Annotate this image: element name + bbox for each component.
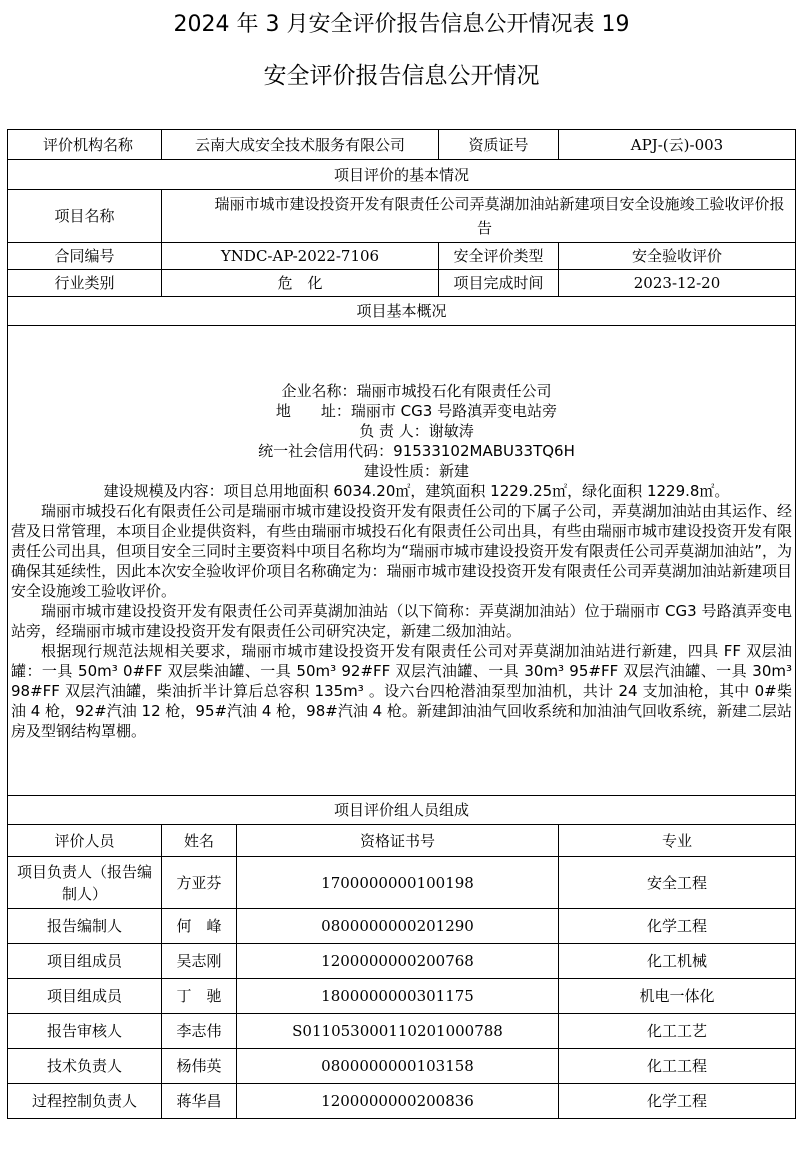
document-title: 2024 年 3 月安全评价报告信息公开情况表 19 (173, 12, 630, 37)
member-major: 化学工程 (559, 909, 796, 944)
member-name: 丁 驰 (162, 979, 237, 1014)
member-role: 项目负责人（报告编制人） (8, 857, 162, 909)
member-cert: 1200000000200836 (237, 1084, 559, 1119)
member-role: 技术负责人 (8, 1049, 162, 1084)
team-header: 资格证书号 (237, 825, 559, 857)
table-row (8, 909, 796, 944)
member-name: 李志伟 (162, 1014, 237, 1049)
member-cert: 1700000000100198 (237, 857, 559, 909)
member-major: 机电一体化 (559, 979, 796, 1014)
disclosure-table (7, 129, 796, 1119)
member-name: 杨伟英 (162, 1049, 237, 1084)
overview-section-title: 项目基本概况 (8, 297, 796, 326)
contract-value: YNDC-AP-2022-7106 (162, 243, 439, 270)
table-row (8, 857, 796, 909)
overview-line: 统一社会信用代码：91533102MABU33TQ6H (258, 441, 575, 460)
overview-paragraph: 瑞丽市城市建设投资开发有限责任公司弄莫湖加油站（以下简称：弄莫湖加油站）位于瑞丽市 CG3 号路滇弄变电站旁，经瑞丽市城市建设投资开发有限责任公司研究决定，新建二级加油站。 (11, 601, 793, 640)
member-role: 项目组成员 (8, 979, 162, 1014)
project-name-value (162, 190, 796, 243)
member-role: 项目组成员 (8, 944, 162, 979)
complete-label: 项目完成时间 (439, 270, 559, 297)
member-cert: 1800000000301175 (237, 979, 559, 1014)
member-major: 化工机械 (559, 944, 796, 979)
eval-type-label: 安全评价类型 (439, 243, 559, 270)
project-name-text: 瑞丽市城市建设投资开发有限责任公司弄莫湖加油站新建项目安全设施竣工验收评价报告 (214, 195, 785, 237)
member-role: 报告编制人 (8, 909, 162, 944)
member-major: 安全工程 (559, 857, 796, 909)
basic-section-title: 项目评价的基本情况 (8, 160, 796, 190)
table-row (8, 1084, 796, 1119)
member-role: 过程控制负责人 (8, 1084, 162, 1119)
table-row (8, 1049, 796, 1084)
project-name-label: 项目名称 (8, 190, 162, 243)
overview-paragraph: 瑞丽市城投石化有限责任公司是瑞丽市城市建设投资开发有限责任公司的下属子公司，弄莫湖加油站由其运作、经营及日常管理，本项目企业提供资料，有些由瑞丽市城投石化有限责任公司出具，有些由瑞丽市城市建设投资开发有限责任公司出具，但项目安全三同时主要资料中项目名称均为“瑞丽市城市建设投资开发有限责任公司弄莫湖加油站”，为确保其延续性，因此本次安全验收评价项目名称确定为：瑞丽市城市建设投资开发有限责任公司弄莫湖加油站新建项目安全设施竣工验收评价。 (11, 501, 793, 600)
overview-paragraph: 根据现行规范法规相关要求，瑞丽市城市建设投资开发有限责任公司对弄莫湖加油站进行新建，四具 FF 双层油罐：一具 50m³ 0#FF 双层柴油罐、一具 50m³ 92#FF 双层汽油罐、一具 30m³ 95#FF 双层汽油罐、一具 30m³ 98#FF 双层汽油罐，柴油折半计算后总容积 135m³ 。设六台四枪潜油泵型加油机，共计 24 支加油枪，其中 0#柴油 4 枪，92#汽油 12 枪，95#汽油 4 枪，98#汽油 4 枪。新建卸油油气回收系统和加油油气回收系统，新建二层站房及型钢结构罩棚。 (11, 641, 793, 740)
eval-type-value: 安全验收评价 (559, 243, 796, 270)
table-row (8, 944, 796, 979)
complete-value: 2023-12-20 (559, 270, 796, 297)
overview-line: 建设性质：新建 (364, 461, 470, 480)
member-major: 化工工艺 (559, 1014, 796, 1049)
member-name: 何 峰 (162, 909, 237, 944)
industry-value: 危 化 (162, 270, 439, 297)
table-row (8, 1014, 796, 1049)
cert-label: 资质证号 (439, 130, 559, 160)
overview-line: 建设规模及内容：项目总用地面积 6034.20㎡，建筑面积 1229.25㎡，绿化面积 1229.8㎡。 (103, 481, 730, 500)
member-cert: 0800000000103158 (237, 1049, 559, 1084)
overview-line: 地 址：瑞丽市 CG3 号路滇弄变电站旁 (275, 401, 558, 420)
team-header: 评价人员 (8, 825, 162, 857)
team-header: 专业 (559, 825, 796, 857)
table-row (8, 979, 796, 1014)
agency-label: 评价机构名称 (8, 130, 162, 160)
industry-label: 行业类别 (8, 270, 162, 297)
overview-line: 负 责 人：谢敏涛 (359, 421, 474, 440)
overview-line: 企业名称：瑞丽市城投石化有限责任公司 (281, 381, 552, 400)
member-major: 化工工程 (559, 1049, 796, 1084)
member-name: 蒋华昌 (162, 1084, 237, 1119)
member-cert: 0800000000201290 (237, 909, 559, 944)
member-name: 方亚芬 (162, 857, 237, 909)
document-subtitle: 安全评价报告信息公开情况 (263, 63, 540, 89)
member-cert: 1200000000200768 (237, 944, 559, 979)
member-role: 报告审核人 (8, 1014, 162, 1049)
contract-label: 合同编号 (8, 243, 162, 270)
team-section-title: 项目评价组人员组成 (8, 796, 796, 825)
overview-content (8, 326, 796, 796)
cert-value: APJ-(云)-003 (559, 130, 796, 160)
member-major: 化学工程 (559, 1084, 796, 1119)
team-header-row (8, 825, 796, 857)
agency-value: 云南大成安全技术服务有限公司 (162, 130, 439, 160)
member-cert: S011053000110201000788 (237, 1014, 559, 1049)
member-name: 吴志刚 (162, 944, 237, 979)
team-header: 姓名 (162, 825, 237, 857)
